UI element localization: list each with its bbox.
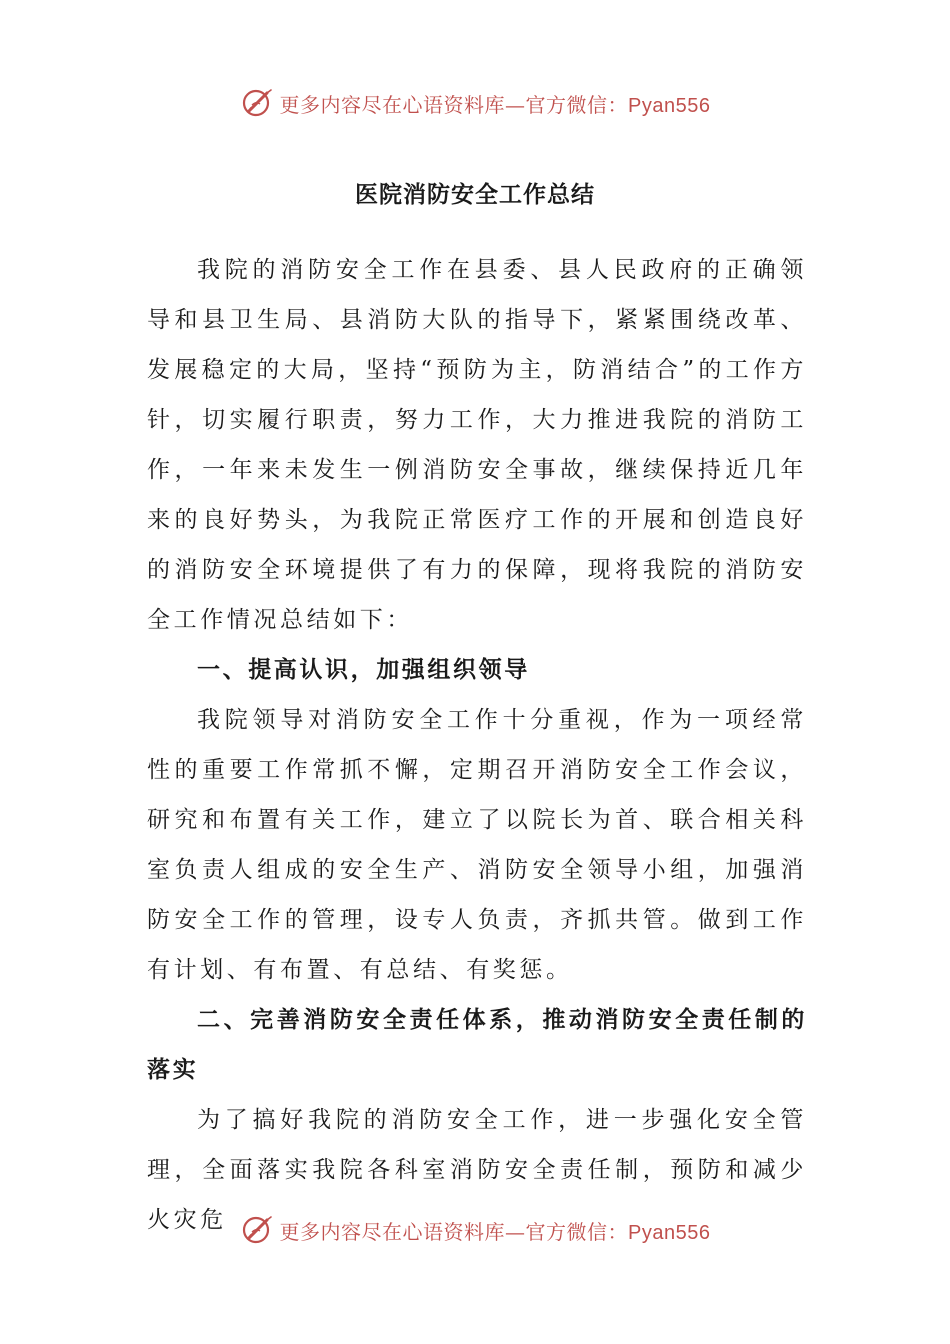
banner-text: 更多内容尽在心语资料库—官方微信：Pyan556 <box>279 92 711 117</box>
top-banner <box>0 83 950 123</box>
document-body <box>147 245 807 1245</box>
banner-handle: Pyan556 <box>628 1221 711 1244</box>
paragraph-intro: 我院的消防安全工作在县委、县人民政府的正确领导和县卫生局、县消防大队的指导下，紧紧围绕改革、发展稳定的大局，坚持“预防为主，防消结合”的工作方针，切实履行职责，努力工作，大力推进我院的消防工作，一年来未发生一例消防安全事故，继续保持近几年来的良好势头，为我院正常医疗工作的开展和创造良好的消防安全环境提供了有力的保障，现将我院的消防安全工作情况总结如下： <box>147 257 807 633</box>
pen-circle-logo-icon <box>240 1212 276 1248</box>
section-heading-1: 一、提高认识，加强组织领导 <box>197 656 530 683</box>
bottom-banner <box>0 1210 950 1250</box>
document-title: 医院消防安全工作总结 <box>355 181 595 208</box>
paragraph-section-1: 我院领导对消防安全工作十分重视，作为一项经常性的重要工作常抓不懈，定期召开消防安全工作会议，研究和布置有关工作，建立了以院长为首、联合相关科室负责人组成的安全生产、消防安全领导小组，加强消防安全工作的管理，设专人负责，齐抓共管。做到工作有计划、有布置、有总结、有奖惩。 <box>147 707 807 983</box>
section-heading-2: 二、完善消防安全责任体系，推动消防安全责任制的落实 <box>147 1006 807 1083</box>
banner-handle: Pyan556 <box>628 94 711 117</box>
banner-text: 更多内容尽在心语资料库—官方微信：Pyan556 <box>279 1219 711 1244</box>
pen-circle-logo-icon <box>240 85 276 121</box>
paragraph-section-2: 为了搞好我院的消防安全工作，进一步强化安全管理，全面落实我院各科室消防安全责任制，预防和减少火灾危 <box>147 1107 807 1233</box>
